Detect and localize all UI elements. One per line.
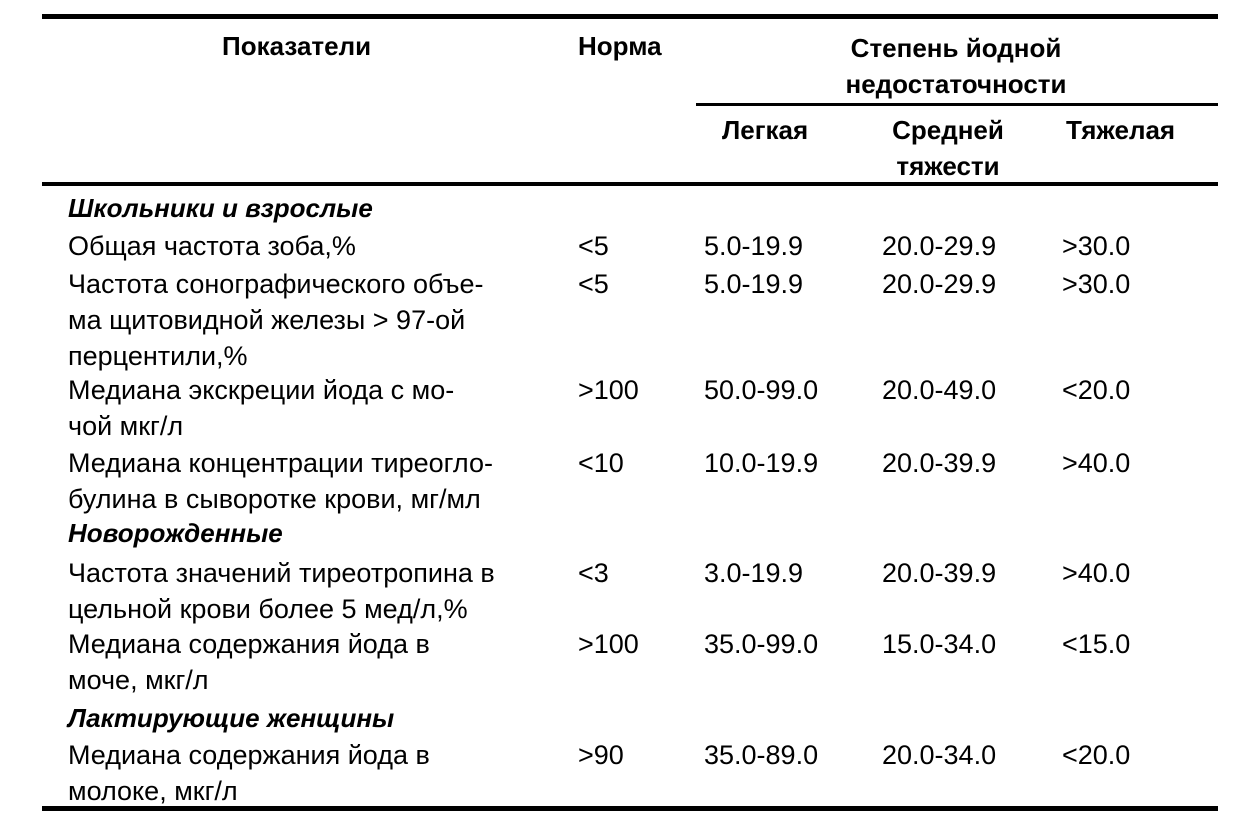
section-title: Новорожденные (68, 518, 283, 548)
row-label-line: Частота сонографического объе- (68, 269, 484, 299)
row-label-line: ма щитовидной железы > 97-ой (68, 305, 466, 335)
row-label-line: булина в сыворотке крови, мг/мл (68, 484, 481, 514)
row-severe: >30.0 (1062, 231, 1131, 261)
row-moderate: 20.0-49.0 (882, 375, 997, 405)
row-label-line: молоке, мкг/л (68, 776, 238, 806)
row-label-line: Общая частота зоба,% (68, 231, 356, 261)
row-norm: <3 (578, 558, 609, 588)
row-severe: >40.0 (1062, 448, 1131, 478)
header-moderate-line2: тяжести (896, 151, 1000, 181)
row-norm: <10 (578, 448, 624, 478)
row-label (68, 445, 548, 517)
row-label-line: чой мкг/л (68, 411, 184, 441)
row-label-line: моче, мкг/л (68, 665, 209, 695)
row-mild: 3.0-19.9 (704, 558, 804, 588)
row-mild: 50.0-99.0 (704, 375, 819, 405)
row-label (68, 626, 548, 698)
row-norm: <5 (578, 269, 609, 299)
row-moderate: 15.0-34.0 (882, 629, 997, 659)
row-label-line: Медиана концентрации тиреогло- (68, 448, 493, 478)
header-moderate-line1: Средней (892, 115, 1004, 145)
row-severe: >30.0 (1062, 269, 1131, 299)
degree-sub-rule (696, 103, 1218, 106)
row-label-line: Медиана содержания йода в (68, 740, 430, 770)
row-label (68, 555, 548, 627)
header-mild: Легкая (722, 115, 809, 145)
row-label-line: Частота значений тиреотропина в (68, 558, 495, 588)
row-severe: <20.0 (1062, 375, 1131, 405)
header-bottom-rule (42, 182, 1218, 186)
header-degree-line2: недостаточности (845, 69, 1067, 99)
row-moderate: 20.0-34.0 (882, 740, 997, 770)
row-severe: <15.0 (1062, 629, 1131, 659)
row-label-line: Медиана экскреции йода с мо- (68, 375, 455, 405)
header-degree (776, 30, 1136, 102)
row-norm: >90 (578, 740, 624, 770)
row-mild: 35.0-89.0 (704, 740, 819, 770)
row-label (68, 228, 548, 264)
row-severe: >40.0 (1062, 558, 1131, 588)
row-label (68, 372, 548, 444)
row-label-line: перцентили,% (68, 341, 248, 371)
row-moderate: 20.0-39.9 (882, 448, 997, 478)
header-indicators: Показатели (222, 31, 372, 61)
row-mild: 35.0-99.0 (704, 629, 819, 659)
row-norm: >100 (578, 375, 639, 405)
row-label (68, 266, 548, 374)
section-title: Школьники и взрослые (68, 193, 373, 223)
row-moderate: 20.0-29.9 (882, 231, 997, 261)
header-moderate (870, 112, 1026, 184)
row-mild: 10.0-19.9 (704, 448, 819, 478)
header-degree-line1: Степень йодной (850, 33, 1062, 63)
row-label (68, 737, 548, 809)
row-label-line: цельной крови более 5 мед/л,% (68, 594, 468, 624)
header-severe: Тяжелая (1066, 115, 1176, 145)
section-title: Лактирующие женщины (68, 703, 395, 733)
row-label-line: Медиана содержания йода в (68, 629, 430, 659)
row-norm: >100 (578, 629, 639, 659)
row-norm: <5 (578, 231, 609, 261)
table-top-rule (42, 14, 1218, 19)
header-norm: Норма (578, 31, 662, 61)
row-mild: 5.0-19.9 (704, 269, 804, 299)
row-moderate: 20.0-29.9 (882, 269, 997, 299)
row-mild: 5.0-19.9 (704, 231, 804, 261)
row-moderate: 20.0-39.9 (882, 558, 997, 588)
row-severe: <20.0 (1062, 740, 1131, 770)
